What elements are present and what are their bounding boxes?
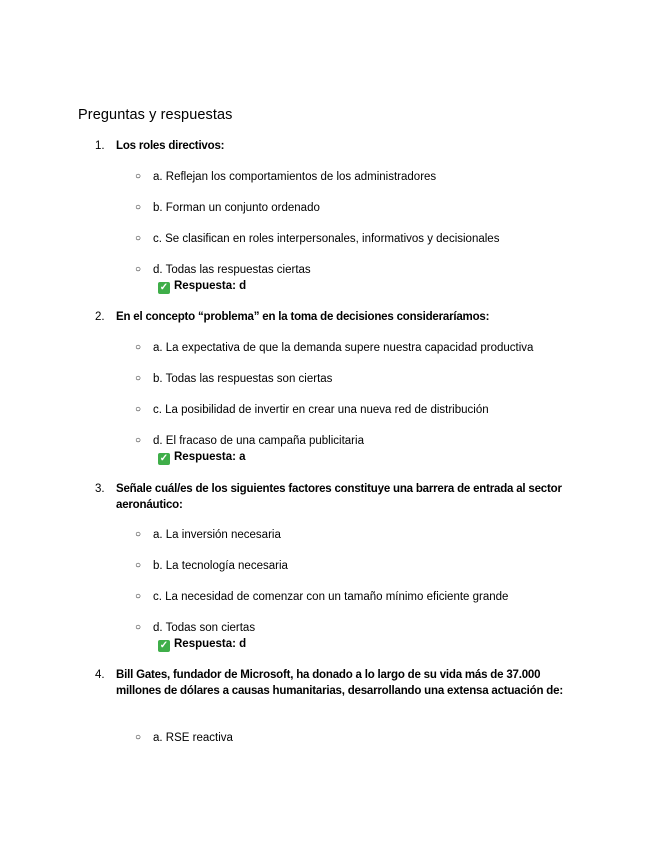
option-text: a. La expectativa de que la demanda supere nuestra capacidad productiva [153, 342, 534, 354]
question-text: Señale cuál/es de los siguientes factores constituye una barrera de entrada al sector aeronáutico: [116, 483, 562, 511]
answer-text: Respuesta: d [174, 638, 247, 650]
option-text: d. El fracaso de una campaña publicitaria [153, 435, 364, 447]
bullet-icon: ○ [135, 202, 142, 213]
answer-2 [158, 449, 246, 465]
check-mark-icon: ✓ [159, 640, 169, 651]
question-number: 3. [95, 483, 105, 495]
bullet-icon: ○ [135, 404, 142, 415]
option-text: d. Todas las respuestas ciertas [153, 264, 311, 276]
check-mark-icon: ✓ [159, 282, 169, 293]
bullet-icon: ○ [135, 171, 142, 182]
bullet-icon: ○ [135, 233, 142, 244]
bullet-icon: ○ [135, 732, 142, 743]
question-number: 2. [95, 311, 105, 323]
check-mark-icon: ✓ [159, 453, 169, 464]
option-text: d. Todas son ciertas [153, 622, 256, 634]
answer-text: Respuesta: d [174, 280, 247, 292]
bullet-icon: ○ [135, 560, 142, 571]
option-text: c. La necesidad de comenzar con un tamaño mínimo eficiente grande [153, 591, 509, 603]
question-number: 1. [95, 140, 105, 152]
answer-1 [158, 278, 246, 294]
question-text: Bill Gates, fundador de Microsoft, ha donado a lo largo de su vida más de 37.000 millones de dólares a causas humanitarias, desarrollando una extensa actuación de: [116, 669, 563, 697]
answer-3 [158, 636, 246, 652]
option-text: b. Todas las respuestas son ciertas [153, 373, 333, 385]
question-text: Los roles directivos: [116, 140, 225, 152]
option-text: b. Forman un conjunto ordenado [153, 202, 320, 214]
bullet-icon: ○ [135, 529, 142, 540]
option-text: a. La inversión necesaria [153, 529, 281, 541]
bullet-icon: ○ [135, 435, 142, 446]
bullet-icon: ○ [135, 342, 142, 353]
answer-text: Respuesta: a [174, 451, 246, 463]
option-text: b. La tecnología necesaria [153, 560, 288, 572]
question-number: 4. [95, 669, 105, 681]
option-text: a. Reflejan los comportamientos de los administradores [153, 171, 437, 183]
page-title: Preguntas y respuestas [78, 107, 233, 123]
option-text: c. Se clasifican en roles interpersonales, informativos y decisionales [153, 233, 500, 245]
bullet-icon: ○ [135, 622, 142, 633]
bullet-icon: ○ [135, 591, 142, 602]
bullet-icon: ○ [135, 264, 142, 275]
question-text: En el concepto “problema” en la toma de decisiones consideraríamos: [116, 311, 490, 323]
bullet-icon: ○ [135, 373, 142, 384]
option-text: c. La posibilidad de invertir en crear una nueva red de distribución [153, 404, 489, 416]
option-text: a. RSE reactiva [153, 732, 233, 744]
